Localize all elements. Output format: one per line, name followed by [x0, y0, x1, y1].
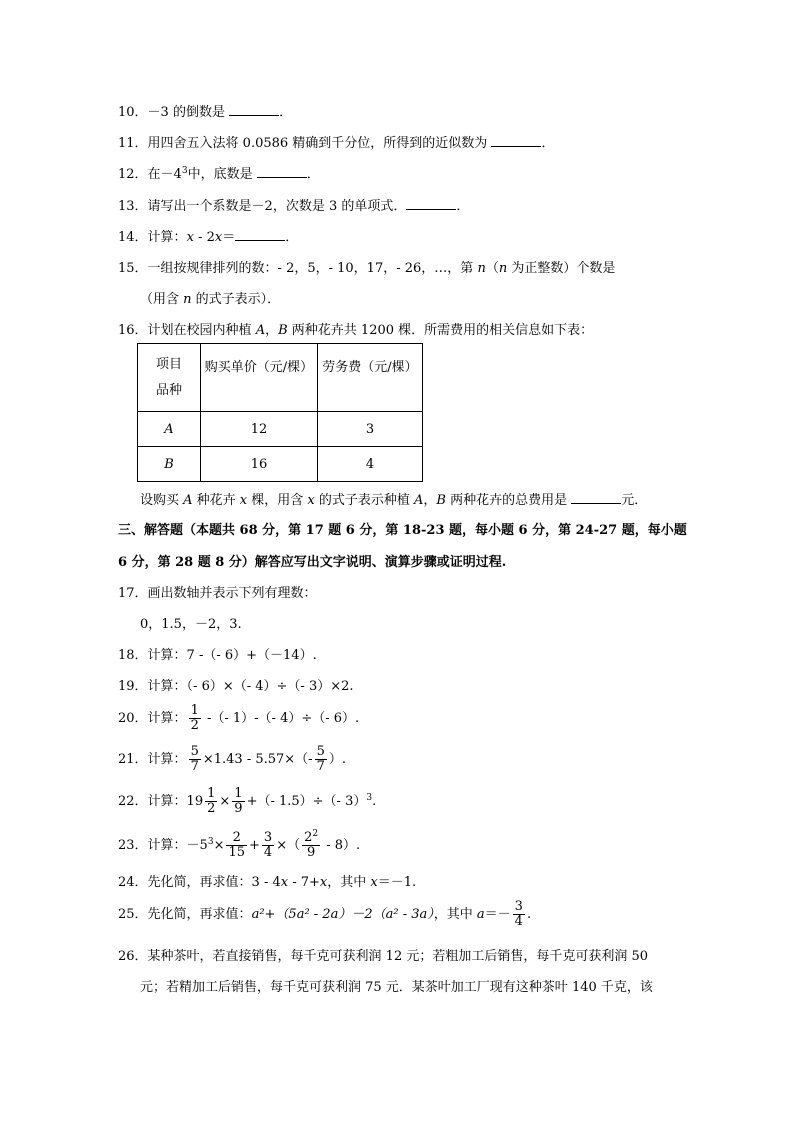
problem-23: 23．计算：$-5^3\times$ $\frac{2}{15}$ + $\frac{3}{4}$ ×（ $\frac{2^2}{9}$ - 8）. — [118, 829, 361, 860]
problem-26-line2: 元；若精加工后销售，每千克可获利润 75 元．某茶叶加工厂现有这种茶叶 140 千克，该 — [140, 980, 653, 995]
fraction: $\frac{3}{4}$ — [514, 899, 523, 929]
fraction: $\frac{2^2}{9}$ — [304, 829, 319, 860]
problem-19: 19．计算：（- 6）×（- 4）÷（- 3）×2. — [118, 679, 354, 694]
col-labor-header: 劳务费（元/棵） — [318, 344, 423, 412]
fraction: $\frac{1}{9}$ — [234, 786, 243, 816]
problem-25: 25．先化简，再求值：a²+（5a² - 2a）－2（a² - 3a），其中 a＝－ $\frac{3}{4}$ . — [118, 899, 532, 929]
fraction: $\frac{2}{15}$ — [228, 830, 246, 860]
problem-24: 24．先化简，再求值：3 - 4x - 7+x，其中 x＝－1. — [118, 875, 417, 890]
problem-18: 18．计算：7 -（- 6）+（－14）. — [118, 648, 317, 663]
problem-13: 13．请写出一个系数是－2，次数是 3 的单项式． ． — [118, 199, 470, 214]
table-header-row — [138, 344, 423, 412]
row-name: B — [138, 447, 201, 482]
row-labor: 3 — [318, 412, 423, 447]
table-corner-cell: 项目 品种 — [138, 344, 201, 412]
problem-26: 26．某种茶叶，若直接销售，每千克可获利润 12 元；若粗加工后销售，每千克可获利润 50 — [118, 949, 649, 964]
row-price: 16 — [201, 447, 318, 482]
fraction: $\frac{5}{7}$ — [316, 744, 325, 774]
answer-blank — [229, 104, 279, 116]
cost-table — [137, 343, 423, 482]
problem-21: 21．计算： $\frac{5}{7}$ ×1.43 - 5.57×（- $\frac{5}{7}$ ）. — [118, 744, 346, 774]
problem-11: 11．用四舍五入法将 0.0586 精确到千分位，所得到的近似数为 ． — [118, 136, 555, 151]
row-name: A — [138, 412, 201, 447]
problem-20: 20．计算： $\frac{1}{2}$ -（- 1）-（- 4）÷（- 6）. — [118, 703, 360, 733]
row-labor: 4 — [318, 447, 423, 482]
fraction: $\frac{5}{7}$ — [190, 744, 199, 774]
answer-blank — [571, 492, 621, 504]
problem-15-line2: （用含 n 的式子表示）． — [140, 292, 281, 307]
row-price: 12 — [201, 412, 318, 447]
fraction: $\frac{3}{4}$ — [263, 830, 273, 860]
problem-16-line2: 设购买 A 种花卉 x 棵，用含 x 的式子表示种植 A，B 两种花卉的总费用是 元． — [140, 493, 648, 508]
col-price-header: 购买单价（元/棵） — [201, 344, 318, 412]
answer-blank — [235, 229, 285, 241]
table-row — [138, 447, 423, 482]
section-heading: 三、解答题（本题共 68 分，第 17 题 6 分，第 18-23 题，每小题 6 分，第 24-27 题，每小题 — [118, 523, 687, 538]
answer-blank — [491, 135, 541, 147]
problem-16: 16．计划在校园内种植 A，B 两种花卉共 1200 棵．所需费用的相关信息如下表： — [118, 323, 594, 338]
problem-15: 15．一组按规律排列的数：- 2，5，- 10，17，- 26，…，第 n（n 为正整数）个数是 — [118, 261, 616, 276]
table-row — [138, 412, 423, 447]
answer-blank — [406, 198, 456, 210]
section-heading-line2: 6 分，第 28 题 8 分）解答应写出文字说明、演算步骤或证明过程. — [118, 555, 507, 570]
problem-17: 17．画出数轴并表示下列有理数： — [118, 586, 317, 601]
fraction: $\frac{1}{2}$ — [207, 786, 216, 816]
problem-17-line2: 0，1.5，－2，3. — [140, 617, 242, 632]
problem-12: 12．在$-4^3$中，底数是 ． — [118, 166, 320, 182]
answer-blank — [257, 166, 307, 178]
fraction: $\frac{1}{2}$ — [190, 703, 199, 733]
problem-14: 14．计算：x - 2x＝ ． — [118, 230, 299, 245]
problem-10: 10．－3 的倒数是 ． — [118, 105, 293, 120]
problem-22: 22．计算：19 $\frac{1}{2}$ × $\frac{1}{9}$ +（- 1.5）÷（- 3）$^3$. — [118, 786, 377, 816]
